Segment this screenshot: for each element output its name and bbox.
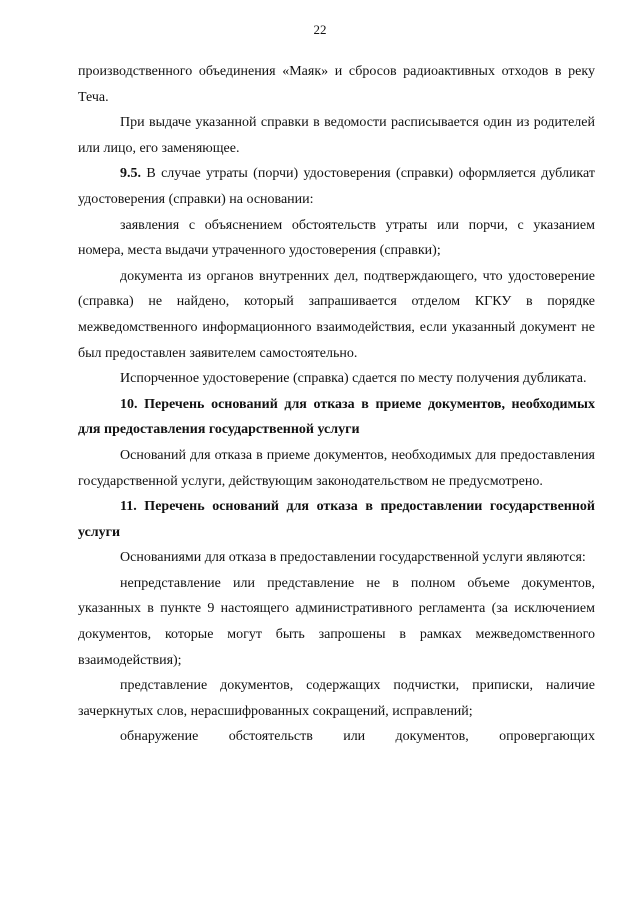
clause-text: В случае утраты (порчи) удостоверения (справки) оформляется дубликат удостоверения (справки) на основании:: [78, 166, 595, 207]
paragraph-6: Испорченное удостоверение (справка) сдается по месту получения дубликата.: [120, 371, 587, 387]
paragraph-11: обнаружение обстоятельств или документов, опровергающих: [120, 729, 595, 745]
document-body: [78, 59, 595, 750]
paragraph-1: производственного объединения «Маяк» и сбросов радиоактивных отходов в реку Теча.: [78, 64, 595, 105]
page-number: 22: [313, 22, 327, 37]
paragraph-9: непредставление или представление не в полном объеме документов, указанных в пункте 9 настоящего административного регламента (за исключением документов, которые могут быть запрошены в рамках межведомственного взаимодействия);: [78, 575, 595, 668]
paragraph-5: документа из органов внутренних дел, подтверждающего, что удостоверение (справка) не найдено, который запрашивается отделом КГКУ в порядке межведомственного информационного взаимодействия, если указанный документ не был предоставлен заявителем самостоятельно.: [78, 268, 595, 361]
paragraph-8: Основаниями для отказа в предоставлении государственной услуги являются:: [120, 550, 586, 566]
paragraph-2: При выдаче указанной справки в ведомости расписывается один из родителей или лицо, его заменяющее.: [78, 115, 595, 156]
paragraph-7: Оснований для отказа в приеме документов, необходимых для предоставления государственной услуги, действующим законодательством не предусмотрено.: [78, 447, 595, 489]
paragraph-4: заявления с объяснением обстоятельств утраты или порчи, с указанием номера, места выдачи утраченного удостоверения (справки);: [78, 217, 595, 259]
paragraph-9-5: [78, 161, 595, 212]
paragraph-10: представление документов, содержащих подчистки, приписки, наличие зачеркнутых слов, нерасшифрованных сокращений, исправлений;: [78, 678, 595, 719]
clause-number: 9.5.: [120, 166, 141, 182]
section-10-heading: 10. Перечень оснований для отказа в приеме документов, необходимых для предоставления государственной услуги: [78, 396, 595, 438]
section-11-heading: 11. Перечень оснований для отказа в предоставлении государственной услуги: [78, 499, 595, 540]
